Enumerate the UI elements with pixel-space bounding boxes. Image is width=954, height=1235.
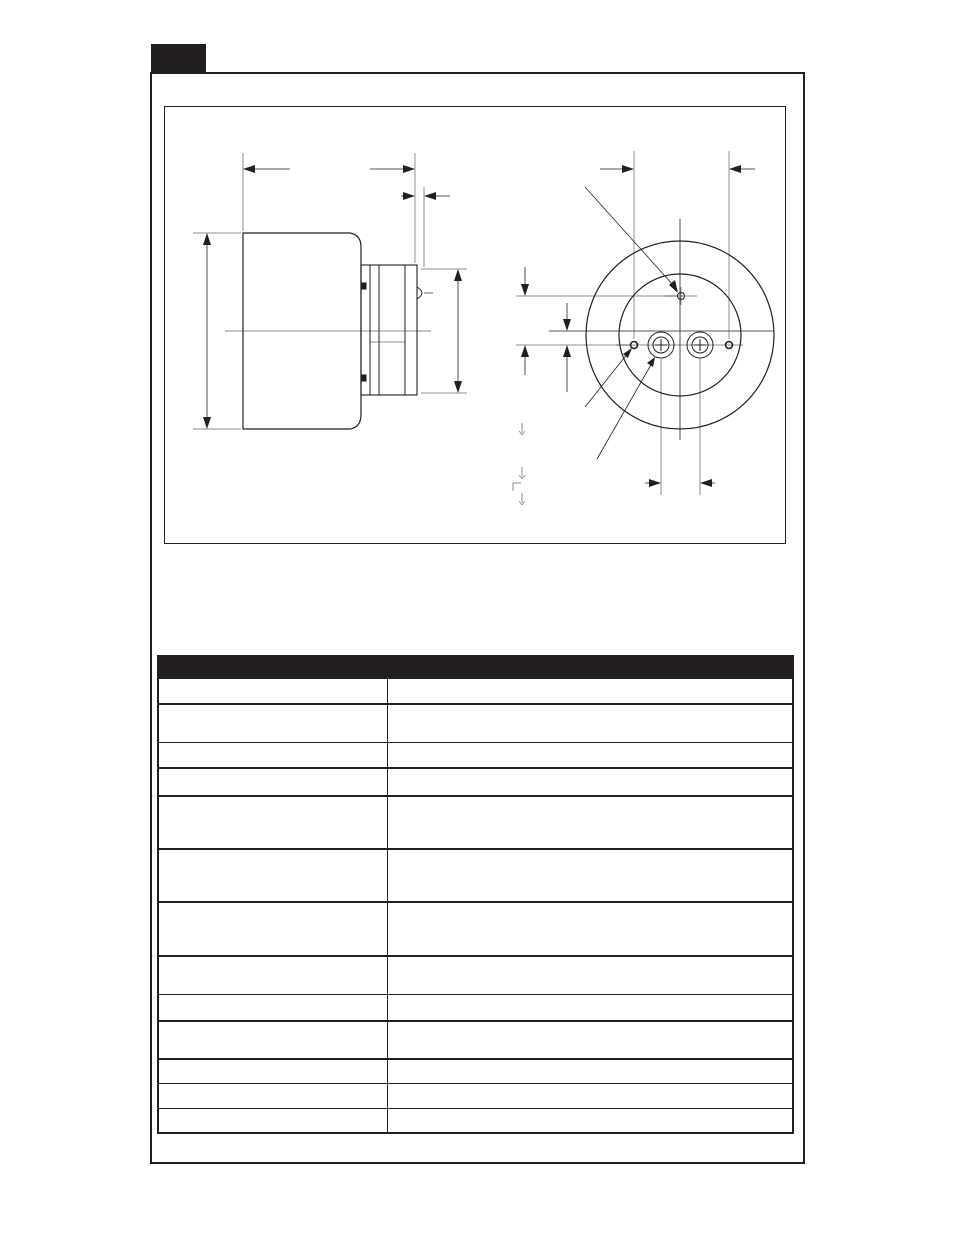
- table-row: [159, 767, 792, 795]
- row-value: [388, 797, 792, 848]
- row-value: [388, 995, 792, 1020]
- row-value: [388, 957, 792, 994]
- row-value: [388, 679, 792, 703]
- table-body: [157, 679, 794, 1134]
- row-value: [388, 1022, 792, 1058]
- table-row: [159, 742, 792, 767]
- spec-table: [157, 655, 794, 1134]
- row-label: [159, 1109, 388, 1132]
- row-value: [388, 1084, 792, 1108]
- row-value: [388, 743, 792, 767]
- table-row: [159, 1083, 792, 1108]
- technical-drawing: [164, 106, 786, 544]
- table-row: [159, 1108, 792, 1132]
- row-value: [388, 850, 792, 901]
- row-label: [159, 797, 388, 848]
- table-row: [159, 848, 792, 901]
- row-value: [388, 1060, 792, 1083]
- table-row: [159, 703, 792, 742]
- row-value: [388, 903, 792, 955]
- table-row: [159, 1058, 792, 1083]
- row-label: [159, 1084, 388, 1108]
- table-row: [159, 994, 792, 1020]
- section-tab: [151, 44, 206, 74]
- row-label: [159, 679, 388, 703]
- table-header: [157, 655, 794, 679]
- table-row: [159, 1020, 792, 1058]
- table-row: [159, 901, 792, 955]
- table-row: [159, 955, 792, 994]
- row-value: [388, 769, 792, 795]
- row-label: [159, 1022, 388, 1058]
- row-value: [388, 705, 792, 742]
- end-view: [513, 151, 774, 505]
- row-label: [159, 957, 388, 994]
- drawing-canvas: [165, 107, 785, 543]
- table-row: [159, 679, 792, 703]
- row-value: [388, 1109, 792, 1132]
- row-label: [159, 1060, 388, 1083]
- table-row: [159, 795, 792, 848]
- row-label: [159, 705, 388, 742]
- row-label: [159, 743, 388, 767]
- row-label: [159, 850, 388, 901]
- row-label: [159, 995, 388, 1020]
- row-label: [159, 769, 388, 795]
- side-view: [193, 153, 467, 429]
- row-label: [159, 903, 388, 955]
